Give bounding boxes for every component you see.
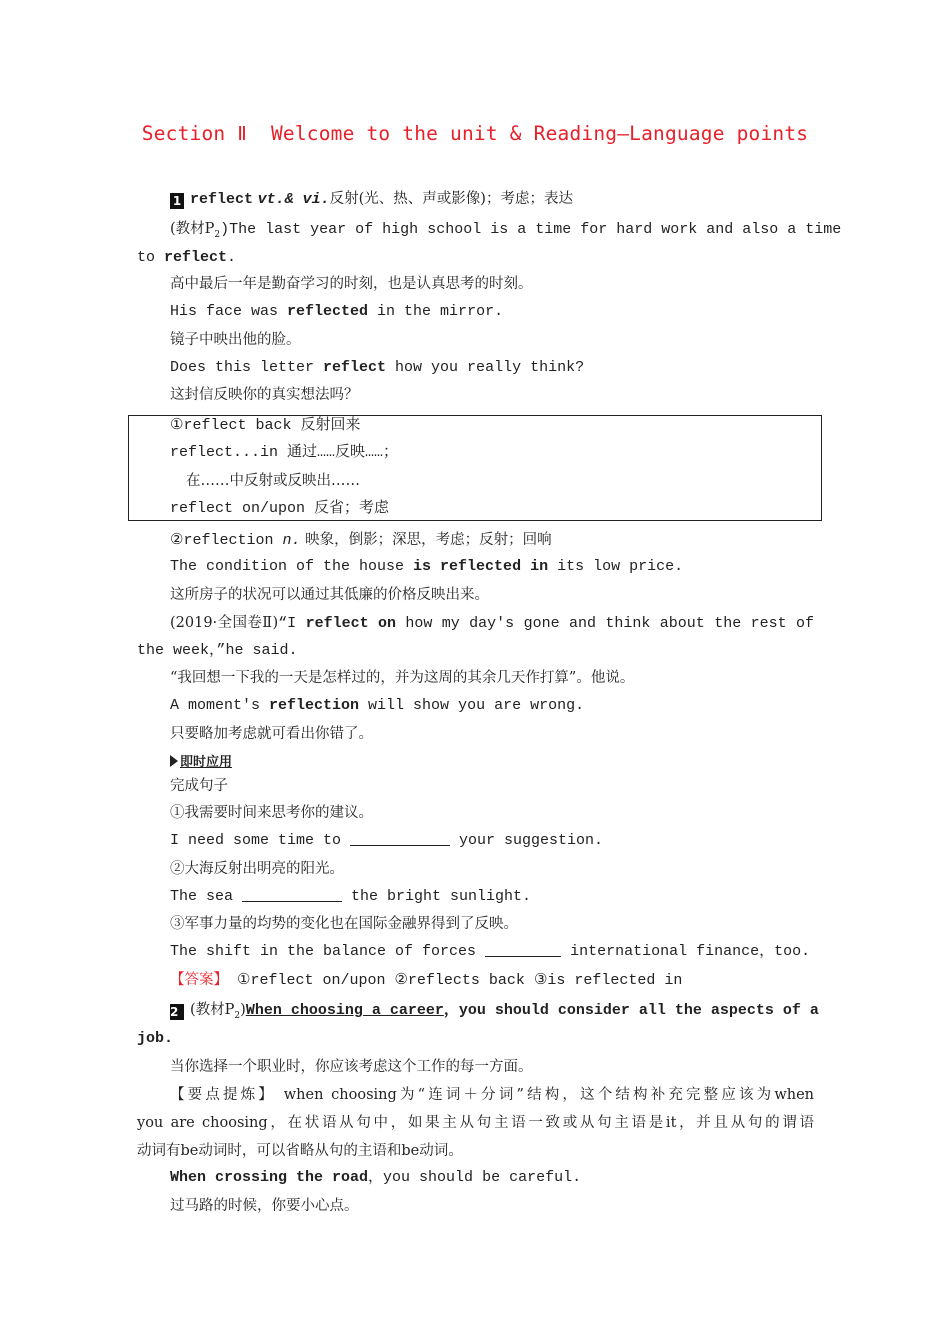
item1-meaning: 反射(光、热、声或影像)；考虑；表达 <box>329 191 573 207</box>
example-line <box>170 696 584 716</box>
example-line <box>170 302 503 322</box>
keyword: reflected <box>287 303 369 320</box>
question-text: The sea <box>170 888 243 905</box>
translation-line: 这所房子的状况可以通过其低廉的价格反映出来。 <box>170 587 489 603</box>
page-title: Section Ⅱ Welcome to the unit & Reading—Language points <box>141 122 809 145</box>
part-of-speech: n. <box>282 532 301 549</box>
item-number-badge: 2 <box>170 1004 184 1020</box>
note-text: when choosing为“连词＋分词”结构，这个结构补充完整应该为when <box>275 1087 815 1103</box>
phrase-box-line: 在……中反射或反映出…… <box>186 473 360 489</box>
example-text: ，you should consider all the aspects of a <box>443 1002 819 1019</box>
apply-label <box>170 752 232 773</box>
translation-line: 当你选择一个职业时，你应该考虑这个工作的每一方面。 <box>170 1059 533 1075</box>
example-line <box>170 557 683 577</box>
keyword: is reflected in <box>413 558 549 575</box>
keyword: reflection <box>269 697 360 714</box>
note-line <box>170 1085 814 1105</box>
example-text: )The last year of high school is a time for hard work and also a time <box>220 221 842 238</box>
source-tag: (2019·全国卷Ⅱ) <box>170 615 279 631</box>
phrase-box-line: reflect on/upon 反省；考虑 <box>170 500 390 517</box>
question-cn: ①我需要时间来思考你的建议。 <box>170 805 373 821</box>
example-line <box>170 613 814 634</box>
translation-line: 只要略加考虑就可看出你错了。 <box>170 726 373 742</box>
note-line: you are choosing，在状语从句中，如果主从句主语一致或从句主语是it，并且从句的谓语 <box>137 1115 814 1131</box>
derived-meaning: 映象，倒影；深思，考虑；反射；回响 <box>300 532 552 548</box>
task-label: 完成句子 <box>170 778 228 794</box>
question-line <box>170 831 603 851</box>
example-text: His face was <box>170 303 288 320</box>
keyword: When crossing the road <box>170 1169 369 1186</box>
example-text: A moment's <box>170 697 270 714</box>
question-text: international finance，too. <box>561 943 811 960</box>
keyword: When choosing a career <box>245 1002 444 1019</box>
question-line <box>170 942 810 962</box>
example-line-cont <box>137 247 236 268</box>
example-line <box>170 1168 581 1188</box>
answer-text: ①reflect on/upon ②reflects back ③is reflected in <box>228 972 683 989</box>
phrase-box-line: ①reflect back 反射回来 <box>170 417 361 434</box>
question-text: The shift in the balance of forces <box>170 943 486 960</box>
question-cn: ②大海反射出明亮的阳光。 <box>170 861 344 877</box>
derived-word: ②reflection <box>170 532 283 549</box>
translation-line: 高中最后一年是勤奋学习的时刻，也是认真思考的时刻。 <box>170 276 533 292</box>
example-text: its low price. <box>548 558 684 575</box>
example-text: ，you should be careful. <box>368 1169 582 1186</box>
question-text: your suggestion. <box>450 832 604 849</box>
source-tag: (教材P <box>190 1002 235 1018</box>
item1-pos: vt.& vi. <box>257 191 330 208</box>
translation-line: “我回想一下我的一天是怎样过的，并为这周的其余几天作打算”。他说。 <box>170 670 635 686</box>
example-text: Does this letter <box>170 359 324 376</box>
example-line <box>170 219 842 245</box>
translation-line: 镜子中映出他的脸。 <box>170 332 301 348</box>
item2-heading <box>170 1000 819 1026</box>
question-cn: ③军事力量的均势的变化也在国际金融界得到了反映。 <box>170 916 518 932</box>
question-text: I need some time to <box>170 832 351 849</box>
source-tag: ) <box>240 1002 246 1018</box>
keyword: reflect <box>164 249 228 266</box>
source-tag: (教材P <box>170 221 215 237</box>
example-text: in the mirror. <box>368 303 504 320</box>
example-line <box>170 358 584 378</box>
item1-heading <box>170 189 573 210</box>
apply-label-text: 即时应用 <box>180 755 233 770</box>
reflection-heading <box>170 530 552 551</box>
question-line <box>170 887 531 907</box>
example-text: to <box>137 249 165 266</box>
source-subscript: 2 <box>234 1010 241 1021</box>
translation-line: 这封信反映你的真实想法吗？ <box>170 387 359 403</box>
example-text: “I <box>278 615 306 632</box>
example-text: how my day's gone and think about the rest of <box>395 615 814 632</box>
note-line: 动词有be动词时，可以省略从句的主语和be动词。 <box>137 1143 463 1159</box>
answer-tag: 【答案】 <box>170 972 228 988</box>
example-text: . <box>227 249 237 266</box>
phrase-box-line: reflect...in 通过……反映……； <box>170 444 399 461</box>
keyword: reflect on <box>305 615 396 632</box>
keyword: reflect <box>323 359 387 376</box>
note-tag: 【要点提炼】 <box>170 1087 276 1103</box>
example-line-cont: the week，”he said. <box>137 642 298 659</box>
example-text: The condition of the house <box>170 558 414 575</box>
question-text: the bright sunlight. <box>342 888 532 905</box>
answer-blank[interactable] <box>242 887 342 902</box>
triangle-icon <box>170 755 178 767</box>
answer-blank[interactable] <box>485 942 561 957</box>
example-line-cont: job. <box>137 1030 174 1047</box>
item1-word: reflect <box>190 191 254 208</box>
item-number-badge: 1 <box>170 193 184 209</box>
answer-blank[interactable] <box>350 831 450 846</box>
source-subscript: 2 <box>214 229 221 240</box>
answer-line <box>170 970 682 991</box>
example-text: how you really think? <box>386 359 585 376</box>
translation-line: 过马路的时候，你要小心点。 <box>170 1198 359 1214</box>
example-text: will show you are wrong. <box>359 697 585 714</box>
